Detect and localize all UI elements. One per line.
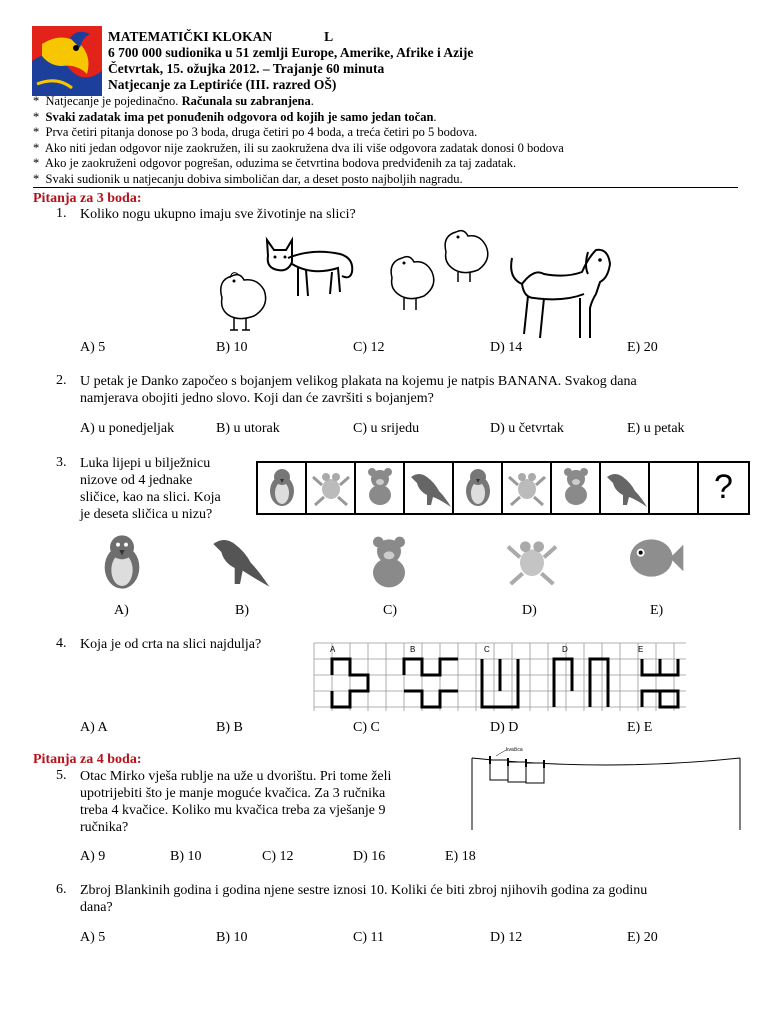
sticker-question-mark: ? <box>714 468 733 506</box>
section-heading-3-points: Pitanja za 3 boda: <box>33 191 142 206</box>
answer-a[interactable]: A) <box>114 603 129 618</box>
sticker-frog <box>307 463 356 513</box>
sticker-empty <box>650 463 699 513</box>
answer-e[interactable]: E) <box>650 603 664 618</box>
sticker-sequence-strip <box>256 461 750 515</box>
answer-d[interactable]: D) 12 <box>490 930 523 945</box>
question-5-line: Otac Mirko vješa rublje na uže u dvorištu. Pri tome želi <box>80 769 392 784</box>
answer-b[interactable]: B) 10 <box>170 849 202 864</box>
date-line: Četvrtak, 15. ožujka 2012. – Trajanje 60 minuta <box>108 61 385 76</box>
question-number: 4. <box>56 636 67 651</box>
answer-b[interactable]: B) <box>235 603 249 618</box>
question-5-line: upotrijebiti što je manje moguće kvačica. Za 3 ručnika <box>80 786 386 801</box>
sticker-penguin <box>258 463 307 513</box>
question-3-line: sličice, kao na slici. Koja <box>80 490 221 505</box>
sticker-dinosaur <box>405 463 454 513</box>
answer-e[interactable]: E) E <box>627 720 653 735</box>
option-frog-image <box>500 528 564 597</box>
line-e <box>642 659 678 707</box>
cat-illustration <box>262 236 358 307</box>
sticker-frog <box>503 463 552 513</box>
grid-label: C <box>484 645 490 654</box>
answer-a[interactable]: A) A <box>80 720 108 735</box>
answer-e[interactable]: E) 20 <box>627 340 658 355</box>
answer-d[interactable]: D) u četvrtak <box>490 421 564 436</box>
rule-item: * Prva četiri pitanja donose po 3 boda, druga četiri po 4 boda, a treća četiri po 5 bodova. <box>33 125 478 139</box>
answer-c[interactable]: C) C <box>353 720 380 735</box>
question-3-line: je deseta sličica u nizu? <box>80 507 213 522</box>
peg-label: kvačica <box>506 747 523 753</box>
contest-title: MATEMATIČKI KLOKAN <box>108 29 273 44</box>
contest-category: L <box>324 29 334 44</box>
participants-line: 6 700 000 sudionika u 51 zemlji Europe, Amerike, Afrike i Azije <box>108 45 474 60</box>
kangaroo-logo <box>32 26 102 96</box>
answer-d[interactable]: D) 14 <box>490 340 523 355</box>
question-number: 1. <box>56 206 67 221</box>
answer-c[interactable]: C) 12 <box>262 849 294 864</box>
answer-a[interactable]: A) 5 <box>80 340 106 355</box>
sticker-teddy <box>552 463 601 513</box>
hen-illustration <box>438 226 494 291</box>
answer-b[interactable]: B) u utorak <box>216 421 280 436</box>
answer-b[interactable]: B) 10 <box>216 930 248 945</box>
answer-e[interactable]: E) 20 <box>627 930 658 945</box>
option-teddy-image <box>357 530 421 599</box>
answer-c[interactable]: C) <box>383 603 397 618</box>
question-4-text: Koja je od crta na slici najdulja? <box>80 637 262 652</box>
answer-c[interactable]: C) 11 <box>353 930 384 945</box>
answer-a[interactable]: A) 5 <box>80 930 106 945</box>
sticker-teddy <box>356 463 405 513</box>
question-number: 2. <box>56 373 67 388</box>
rules-list <box>33 94 564 187</box>
sticker-dinosaur <box>601 463 650 513</box>
sticker-penguin <box>454 463 503 513</box>
answer-b[interactable]: B) 10 <box>216 340 248 355</box>
rule-item: * Svaki sudionik u natjecanju dobiva simboličan dar, a deset posto najboljih nagradu. <box>33 171 463 186</box>
answer-c[interactable]: C) u srijedu <box>353 421 420 436</box>
answer-a[interactable]: A) u ponedjeljak <box>80 421 175 436</box>
question-2-line: namjerava obojiti jedno slovo. Koji dan će završiti s bojanjem? <box>80 391 434 406</box>
clothesline-illustration <box>472 747 742 837</box>
answer-c[interactable]: C) 12 <box>353 340 385 355</box>
grid-label: D <box>562 645 568 654</box>
question-6-line: Zbroj Blankinih godina i godina njene sestre iznosi 10. Koliki će biti zbroj njihovih godina za godinu <box>80 883 648 898</box>
question-number: 3. <box>56 455 67 470</box>
rule-item: * Natjecanje je pojedinačno. Računala su zabranjena. <box>33 94 314 108</box>
grid-label: E <box>638 645 644 654</box>
question-6-line: dana? <box>80 900 113 915</box>
question-3-line: Luka lijepi u bilježnicu <box>80 456 211 471</box>
question-2-line: U petak je Danko započeo s bojanjem velikog plakata na kojemu je natpis BANANA. Svakog dana <box>80 374 637 389</box>
competition-line: Natjecanje za Leptiriće (III. razred OŠ) <box>108 77 337 92</box>
dog-illustration <box>504 238 614 347</box>
line-d <box>554 659 608 707</box>
header-divider <box>33 187 738 188</box>
option-dinosaur-image <box>208 528 272 597</box>
line-grid <box>312 641 686 718</box>
answer-d[interactable]: D) D <box>490 720 519 735</box>
answer-a[interactable]: A) 9 <box>80 849 106 864</box>
rule-item: * Ako niti jedan odgovor nije zaokružen, ili su zaokružena dva ili više odgovora zadatak donosi 0 bodova <box>33 140 564 155</box>
answer-d[interactable]: D) <box>522 603 537 618</box>
answer-b[interactable]: B) B <box>216 720 243 735</box>
question-5-line: treba 4 kvačice. Koliko mu kvačica treba za vješanje 9 <box>80 803 386 818</box>
question-3-line: nizove od 4 jednake <box>80 473 193 488</box>
question-number: 6. <box>56 882 67 897</box>
option-fish-image <box>622 526 686 595</box>
question-5-line: ručnika? <box>80 820 129 835</box>
answer-d[interactable]: D) 16 <box>353 849 386 864</box>
rule-item: * Ako je zaokruženi odgovor pogrešan, oduzima se četvrtina bodova predviđenih za taj zadatak. <box>33 156 517 170</box>
question-number: 5. <box>56 768 67 783</box>
line-b <box>404 659 458 707</box>
question-1-text: Koliko nogu ukupno imaju sve životinje na slici? <box>80 207 356 222</box>
hen-illustration <box>384 250 440 319</box>
rule-item: * Svaki zadatak ima pet ponuđenih odgovora od kojih je samo jedan točan. <box>33 109 437 124</box>
line-c <box>482 659 518 707</box>
grid-label: A <box>330 645 336 654</box>
answer-e[interactable]: E) 18 <box>445 849 476 864</box>
answer-e[interactable]: E) u petak <box>627 421 685 436</box>
option-penguin-image <box>90 530 154 599</box>
grid-label: B <box>410 645 416 654</box>
section-heading-4-points: Pitanja za 4 boda: <box>33 752 142 767</box>
